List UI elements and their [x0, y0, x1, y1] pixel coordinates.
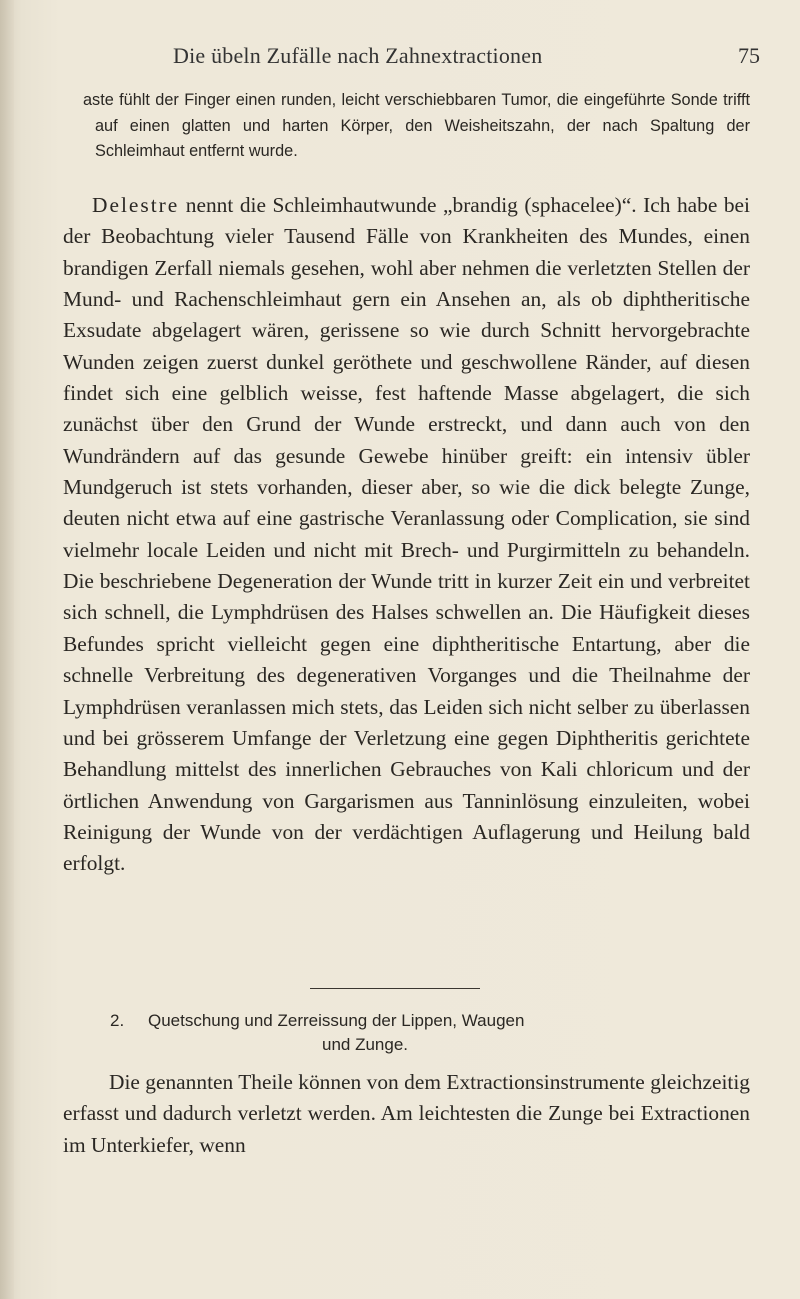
running-title: Die übeln Zufälle nach Zahnextractionen: [173, 43, 543, 68]
page-header: [60, 43, 760, 73]
section-paragraph: Die genannten Theile können von dem Extractionsinstrumente gleichzeitig erfasst und dadurch verletzt werden. Am leichtesten die Zunge bei Extractionen im Unterkiefer, wenn: [63, 1070, 750, 1157]
main-paragraph-text: nennt die Schleimhautwunde „brandig (sphacelee)“. Ich habe bei der Beobachtung vieler Tausend Fälle von Krankheiten des Mundes, einen brandigen Zerfall niemals gesehen, wohl aber nehmen die verletzten Stellen der Mund- und Rachenschleimhaut gern ein Ansehen an, als ob diphtheritische Exsudate abgelagert wären, gerissene so wie durch Schnitt hervorgebrachte Wunden zeigen zuerst dunkel geröthete und geschwollene Ränder, auf diesen findet sich eine gelblich weisse, fest haftende Masse abgelagert, die sich zunächst über den Grund der Wunde erstreckt, und dann auch von den Wundrändern auf das gesunde Gewebe hinüber greift: ein intensiv übler Mundgeruch ist stets vorhanden, dieser aber, so wie die dick belegte Zunge, deuten nicht etwa auf eine gastrische Veranlassung oder Complication, sie sind vielmehr locale Leiden und nicht mit Brech- und Purgirmitteln zu behandeln. Die beschriebene Degeneration der Wunde tritt in kurzer Zeit ein und verbreitet sich schnell, die Lymphdrüsen des Halses schwellen an. Die Häufigkeit dieses Befundes spricht vielleicht gegen eine diphtheritische Entartung, aber die schnelle Verbreitung des degenerativen Vorganges und die Theilnahme der Lymphdrüsen veranlassen mich stets, das Leiden sich nicht selber zu überlassen und bei grösserem Umfange der Verletzung eine gegen Diphtheritis gerichtete Behandlung mittelst des innerlichen Gebrauches von Kali chloricum und der örtlichen Anwendung von Gargarismen aus Tanninlösung einzuleiten, wobei Reinigung der Wunde von der verdächtigen Auflagerung und Heilung bald erfolgt.: [63, 193, 750, 876]
section-title-line-1: Quetschung und Zerreissung der Lippen, Waugen: [148, 1011, 525, 1030]
main-paragraph: [63, 190, 750, 880]
book-spine-shadow: [0, 0, 14, 1299]
section-title-line-2: und Zunge.: [322, 1035, 409, 1054]
section-divider: [310, 988, 480, 989]
author-name: Delestre: [92, 193, 180, 217]
section-text-block: [63, 1067, 750, 1161]
section-number: 2.: [110, 1011, 125, 1030]
continuation-paragraph: aste fühlt der Finger einen runden, leicht verschiebbaren Tumor, die eingeführte Sonde trifft auf einen glatten und harten Körper, den Weisheitszahn, der nach Spaltung der Schleimhaut entfernt wurde.: [83, 91, 750, 160]
page-number: 75: [738, 43, 760, 68]
main-text-block: [63, 190, 750, 880]
continuation-block: [83, 88, 750, 165]
